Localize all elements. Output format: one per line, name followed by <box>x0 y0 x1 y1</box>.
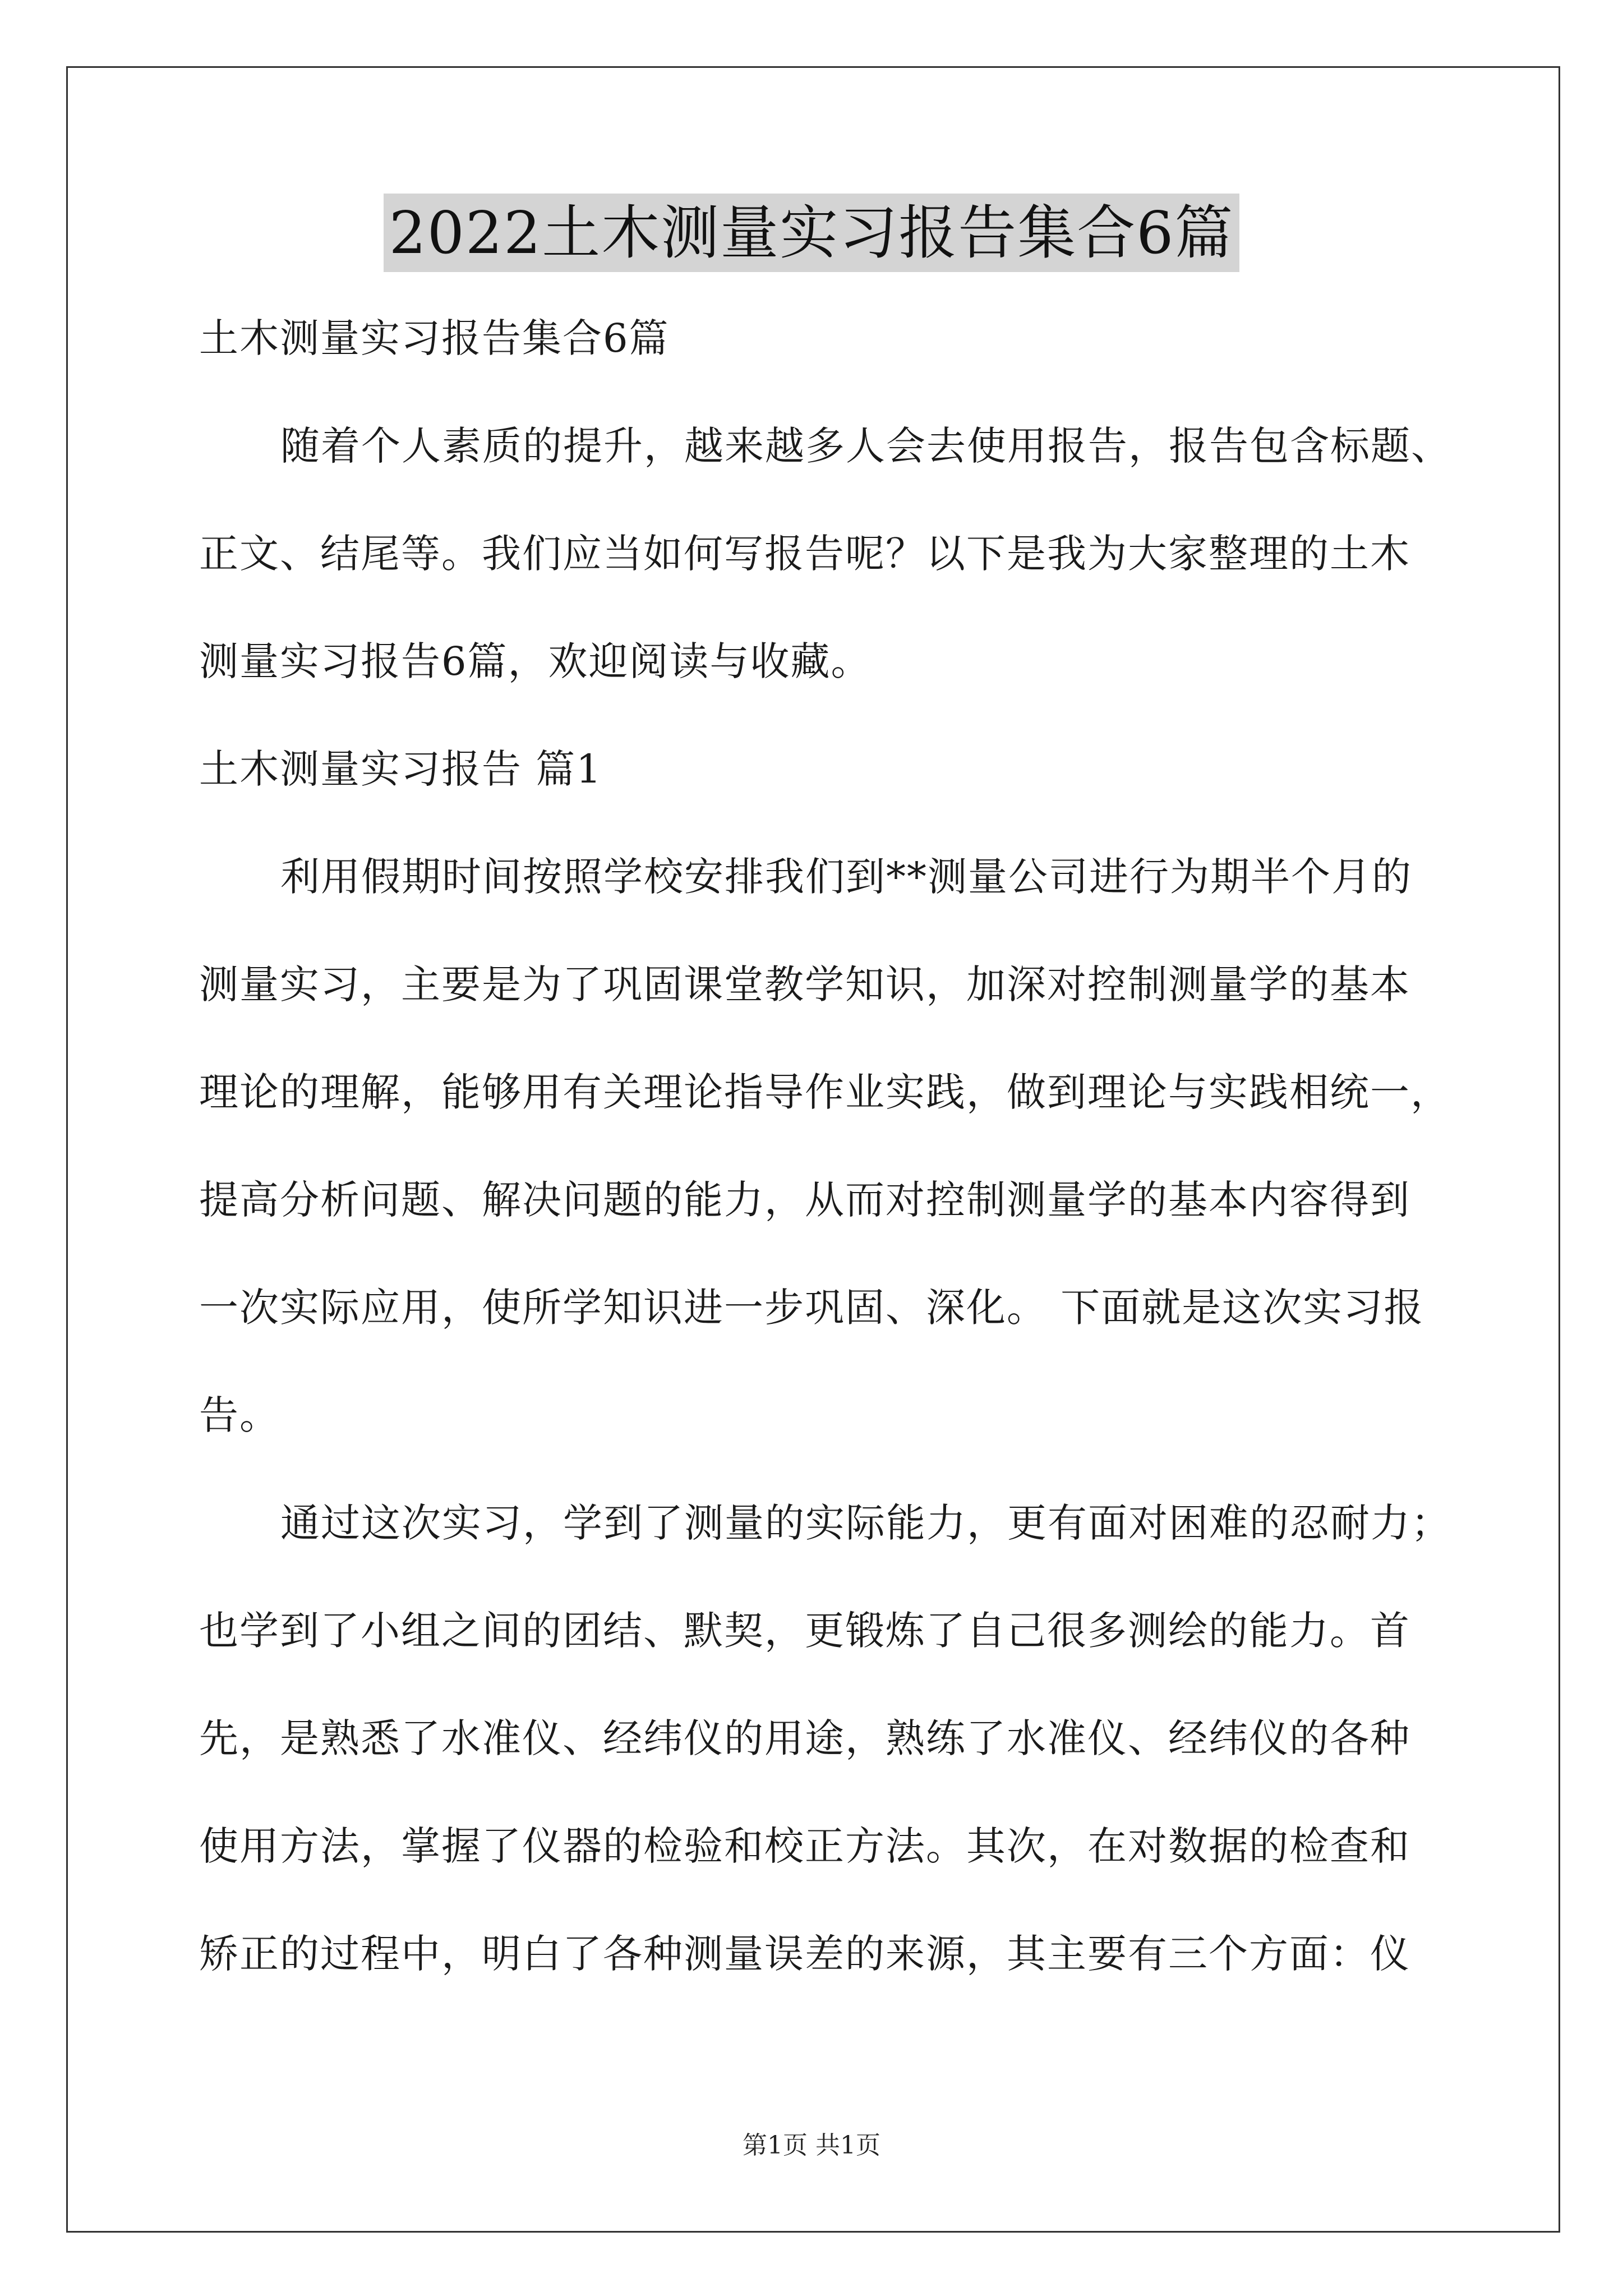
paragraph-line: 告。 <box>199 1392 280 1438</box>
page-border <box>66 66 1560 2233</box>
paragraph-line: 先，是熟悉了水准仪、经纬仪的用途，熟练了水准仪、经纬仪的各种 <box>199 1715 1410 1761</box>
paragraph-line: 也学到了小组之间的团结、默契，更锻炼了自己很多测绘的能力。首 <box>199 1608 1410 1654</box>
title-container <box>0 194 1623 272</box>
intro-line: 测量实习报告6篇，欢迎阅读与收藏。 <box>199 638 872 684</box>
paragraph-line: 利用假期时间按照学校安排我们到**测量公司进行为期半个月的 <box>280 854 1412 900</box>
paragraph-line: 测量实习，主要是为了巩固课堂教学知识，加深对控制测量学的基本 <box>199 961 1410 1007</box>
paragraph-line: 矫正的过程中，明白了各种测量误差的来源，其主要有三个方面：仪 <box>199 1931 1410 1977</box>
paragraph-line: 通过这次实习，学到了测量的实际能力，更有面对困难的忍耐力； <box>280 1500 1451 1546</box>
page-footer: 第1页 共1页 <box>743 2131 880 2160</box>
paragraph-line: 一次实际应用，使所学知识进一步巩固、深化。 下面就是这次实习报 <box>199 1285 1424 1331</box>
paragraph-line: 理论的理解，能够用有关理论指导作业实践，做到理论与实践相统一， <box>199 1069 1451 1115</box>
paragraph-line: 提高分析问题、解决问题的能力，从而对控制测量学的基本内容得到 <box>199 1177 1410 1223</box>
document-title: 2022土木测量实习报告集合6篇 <box>384 194 1240 272</box>
section-heading: 土木测量实习报告 篇1 <box>199 746 602 792</box>
intro-line: 随着个人素质的提升，越来越多人会去使用报告，报告包含标题、 <box>280 423 1451 469</box>
intro-line: 正文、结尾等。我们应当如何写报告呢？以下是我为大家整理的土木 <box>199 531 1410 577</box>
paragraph-line: 使用方法，掌握了仪器的检验和校正方法。其次，在对数据的检查和 <box>199 1823 1410 1869</box>
subtitle: 土木测量实习报告集合6篇 <box>199 315 670 361</box>
